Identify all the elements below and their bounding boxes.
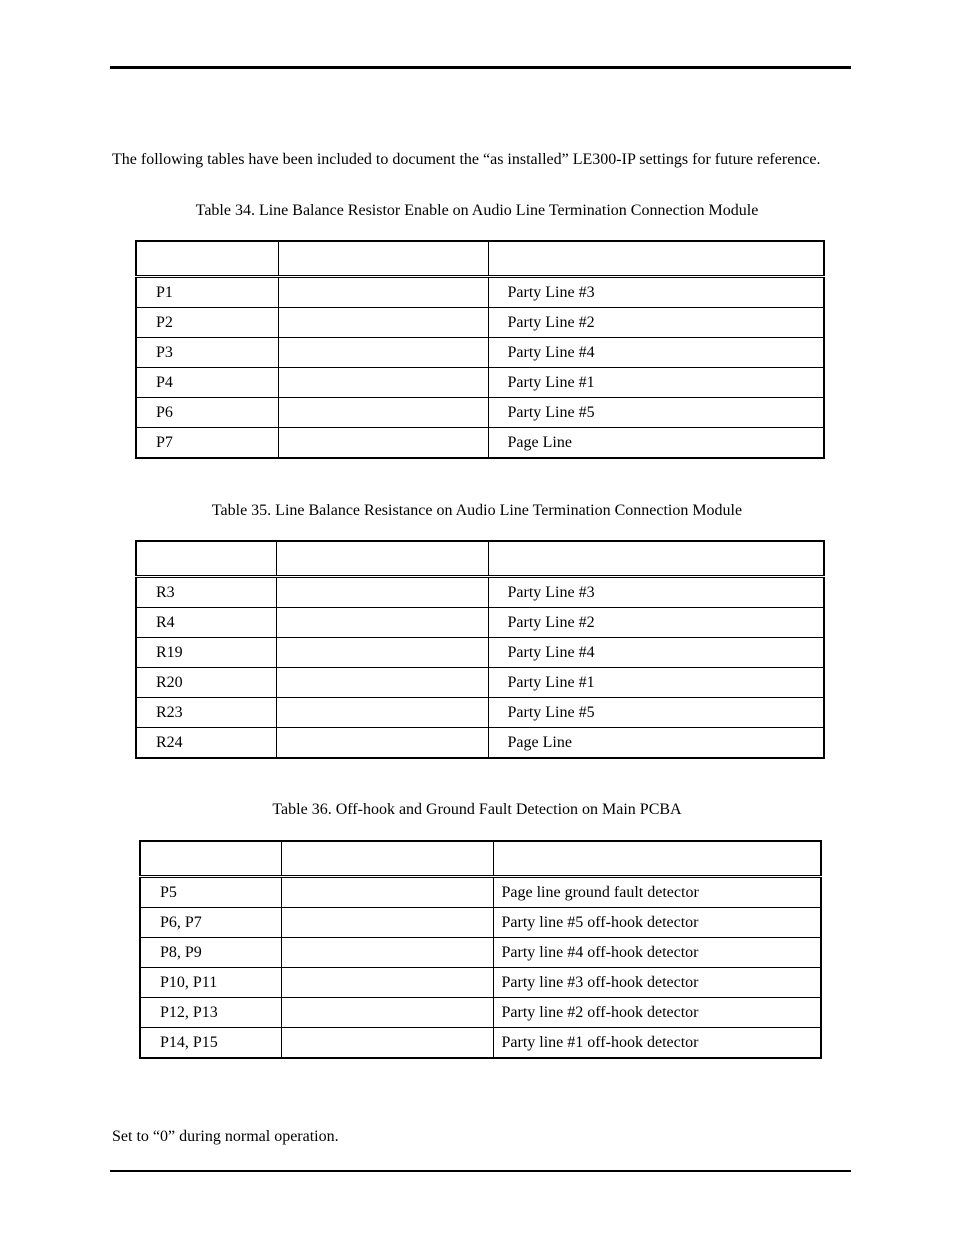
setting-cell — [281, 968, 493, 998]
ref-cell: R19 — [136, 638, 276, 668]
ref-cell: P12, P13 — [140, 998, 281, 1028]
setting-cell — [276, 577, 488, 608]
setting-cell — [281, 1028, 493, 1059]
table35-header-row — [136, 541, 824, 577]
setting-cell — [278, 338, 488, 368]
function-cell: Party line #5 off-hook detector — [493, 908, 821, 938]
ref-cell: P5 — [140, 877, 281, 908]
intro-paragraph: The following tables have been included to document the “as installed” LE300-IP settings for future reference. — [112, 151, 821, 168]
function-cell: Party Line #5 — [488, 698, 824, 728]
function-cell: Page line ground fault detector — [493, 877, 821, 908]
table-row — [140, 968, 821, 998]
table-row — [136, 698, 824, 728]
setting-cell — [276, 698, 488, 728]
table34-header-cell-1 — [136, 241, 278, 277]
ref-cell: P6, P7 — [140, 908, 281, 938]
function-cell: Party line #1 off-hook detector — [493, 1028, 821, 1059]
setting-cell — [276, 668, 488, 698]
ref-cell: R20 — [136, 668, 276, 698]
table35 — [135, 540, 825, 759]
table36-header-cell-3 — [493, 841, 821, 877]
footnote: Set to “0” during normal operation. — [112, 1128, 339, 1145]
function-cell: Party line #2 off-hook detector — [493, 998, 821, 1028]
header-rule — [110, 66, 851, 69]
function-cell: Party Line #2 — [488, 608, 824, 638]
function-cell: Page Line — [488, 728, 824, 759]
function-cell: Party Line #2 — [488, 308, 824, 338]
table34 — [135, 240, 825, 459]
table-row — [136, 398, 824, 428]
ref-cell: P4 — [136, 368, 278, 398]
footer-rule — [110, 1170, 851, 1172]
table34-header-cell-2 — [278, 241, 488, 277]
table-row — [136, 428, 824, 459]
table-row — [136, 368, 824, 398]
setting-cell — [278, 277, 488, 308]
ref-cell: P10, P11 — [140, 968, 281, 998]
setting-cell — [278, 428, 488, 459]
ref-cell: P7 — [136, 428, 278, 459]
function-cell: Party Line #4 — [488, 638, 824, 668]
table35-header-cell-3 — [488, 541, 824, 577]
table-row — [140, 938, 821, 968]
table36-header-cell-2 — [281, 841, 493, 877]
function-cell: Party Line #4 — [488, 338, 824, 368]
function-cell: Page Line — [488, 428, 824, 459]
ref-cell: R24 — [136, 728, 276, 759]
setting-cell — [281, 908, 493, 938]
function-cell: Party Line #1 — [488, 668, 824, 698]
table-row — [136, 638, 824, 668]
ref-cell: R3 — [136, 577, 276, 608]
table36 — [139, 840, 822, 1059]
ref-cell: R23 — [136, 698, 276, 728]
setting-cell — [278, 308, 488, 338]
ref-cell: P3 — [136, 338, 278, 368]
table34-header-cell-3 — [488, 241, 824, 277]
table35-header-cell-2 — [276, 541, 488, 577]
setting-cell — [278, 398, 488, 428]
table36-caption: Table 36. Off-hook and Ground Fault Detection on Main PCBA — [272, 801, 682, 818]
table-row — [136, 668, 824, 698]
setting-cell — [276, 728, 488, 759]
table36-header-cell-1 — [140, 841, 281, 877]
table35-caption: Table 35. Line Balance Resistance on Audio Line Termination Connection Module — [211, 502, 743, 519]
setting-cell — [281, 938, 493, 968]
table-row — [136, 728, 824, 759]
setting-cell — [278, 368, 488, 398]
ref-cell: R4 — [136, 608, 276, 638]
table-row — [140, 1028, 821, 1059]
setting-cell — [276, 608, 488, 638]
ref-cell: P8, P9 — [140, 938, 281, 968]
function-cell: Party Line #3 — [488, 577, 824, 608]
table36-header-row — [140, 841, 821, 877]
setting-cell — [281, 877, 493, 908]
function-cell: Party Line #3 — [488, 277, 824, 308]
table-row — [136, 577, 824, 608]
table34-header-row — [136, 241, 824, 277]
table-row — [140, 877, 821, 908]
function-cell: Party Line #1 — [488, 368, 824, 398]
table34-caption: Table 34. Line Balance Resistor Enable on Audio Line Termination Connection Module — [195, 202, 759, 219]
table-row — [140, 998, 821, 1028]
ref-cell: P1 — [136, 277, 278, 308]
setting-cell — [276, 638, 488, 668]
table35-header-cell-1 — [136, 541, 276, 577]
function-cell: Party Line #5 — [488, 398, 824, 428]
function-cell: Party line #3 off-hook detector — [493, 968, 821, 998]
function-cell: Party line #4 off-hook detector — [493, 938, 821, 968]
table-row — [136, 338, 824, 368]
ref-cell: P14, P15 — [140, 1028, 281, 1059]
table-row — [136, 308, 824, 338]
ref-cell: P6 — [136, 398, 278, 428]
ref-cell: P2 — [136, 308, 278, 338]
table-row — [140, 908, 821, 938]
setting-cell — [281, 998, 493, 1028]
table-row — [136, 277, 824, 308]
table-row — [136, 608, 824, 638]
